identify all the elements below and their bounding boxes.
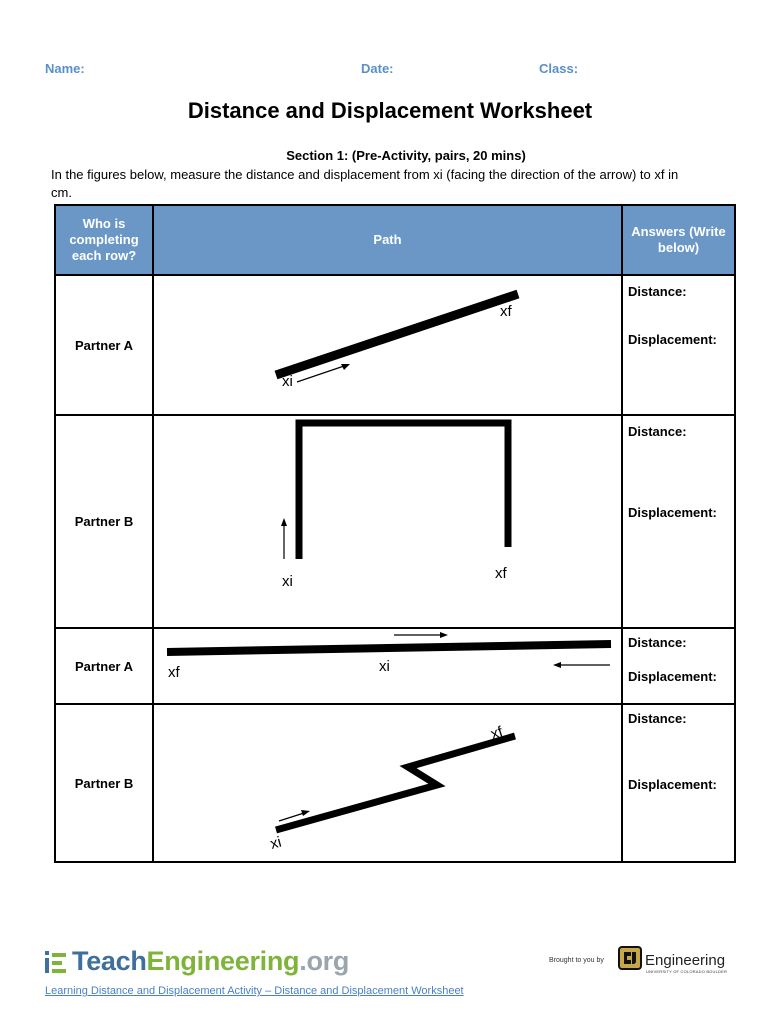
header-answers: Answers (Write below) bbox=[622, 205, 735, 275]
logo-teach: Teach bbox=[72, 946, 147, 976]
path-segment bbox=[276, 294, 518, 375]
table-row bbox=[55, 415, 735, 628]
distance-label: Distance: bbox=[628, 711, 687, 726]
table-row bbox=[55, 704, 735, 862]
section-heading: Section 1: (Pre-Activity, pairs, 20 mins) bbox=[286, 148, 526, 163]
arrow-head bbox=[281, 518, 287, 526]
arrow-head bbox=[440, 632, 448, 638]
displacement-label: Displacement: bbox=[628, 505, 717, 520]
displacement-label: Displacement: bbox=[628, 669, 717, 684]
path-segment bbox=[167, 644, 611, 652]
xi-label: xi bbox=[268, 833, 284, 853]
distance-label: Distance: bbox=[628, 284, 687, 299]
activity-link[interactable]: Learning Distance and Displacement Activity – Distance and Displacement Worksheet bbox=[45, 985, 464, 997]
xi-label: xi bbox=[282, 573, 293, 590]
xf-label: xf bbox=[500, 303, 512, 320]
page-title: Distance and Displacement Worksheet bbox=[187, 98, 593, 123]
instructions: In the figures below, measure the distance and displacement from xi (facing the direction of the arrow) to xf in cm. bbox=[51, 167, 679, 200]
xf-label: xf bbox=[168, 664, 180, 681]
distance-label: Distance: bbox=[628, 635, 687, 650]
header-who: Who is completing each row? bbox=[55, 205, 153, 275]
table-row bbox=[55, 275, 735, 415]
row-who: Partner B bbox=[55, 415, 153, 628]
arrow-head bbox=[301, 810, 310, 816]
arrow-head bbox=[553, 662, 561, 668]
displacement-label: Displacement: bbox=[628, 777, 717, 792]
row-who: Partner A bbox=[55, 628, 153, 704]
path-segment bbox=[299, 423, 508, 559]
path-figure-3 bbox=[153, 628, 622, 704]
answer-cell[interactable] bbox=[622, 628, 735, 704]
answer-cell[interactable] bbox=[622, 275, 735, 415]
class-label: Class: bbox=[539, 61, 579, 76]
distance-label: Distance: bbox=[628, 424, 687, 439]
header-path: Path bbox=[153, 205, 622, 275]
path-diagram-4 bbox=[154, 705, 622, 862]
row-who: Partner A bbox=[55, 275, 153, 415]
path-figure-1 bbox=[153, 275, 622, 415]
xf-label: xf bbox=[488, 723, 505, 744]
worksheet-table bbox=[54, 204, 736, 863]
cu-logo-icon bbox=[618, 946, 642, 970]
logo-bars-icon bbox=[45, 951, 69, 973]
displacement-label: Displacement: bbox=[628, 332, 717, 347]
row-who: Partner B bbox=[55, 704, 153, 862]
brought-by-text: Brought to you by bbox=[549, 957, 604, 964]
path-figure-4 bbox=[153, 704, 622, 862]
xi-label: xi bbox=[282, 373, 293, 390]
name-label: Name: bbox=[45, 61, 85, 76]
table-row bbox=[55, 628, 735, 704]
path-diagram-3 bbox=[154, 629, 622, 704]
table-header-row bbox=[55, 205, 735, 275]
answer-cell[interactable] bbox=[622, 704, 735, 862]
cu-subtitle: UNIVERSITY OF COLORADO BOULDER bbox=[646, 969, 728, 974]
xf-label: xf bbox=[495, 565, 507, 582]
path-diagram-1 bbox=[154, 276, 622, 415]
date-label: Date: bbox=[361, 61, 394, 76]
path-figure-2 bbox=[153, 415, 622, 628]
cu-engineering-name: Engineering bbox=[645, 952, 726, 969]
path-segment bbox=[276, 736, 515, 830]
answer-cell[interactable] bbox=[622, 415, 735, 628]
path-diagram-2 bbox=[154, 416, 622, 628]
logo-engineering: Engineering bbox=[146, 946, 300, 976]
logo-org: .org bbox=[299, 946, 350, 976]
xi-label: xi bbox=[379, 658, 390, 675]
